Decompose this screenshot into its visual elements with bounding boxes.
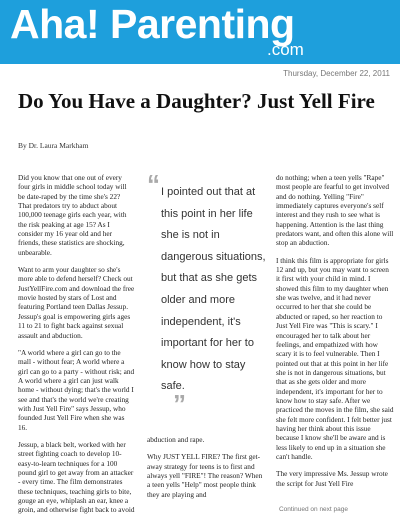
- paragraph: "A world where a girl can go to the mall - without fear; A world where a girl can go to a party - without risk; and A world where a girl can just walk home - without dying; that's the world I see and that's the world we're creating with Just Yell Fire" says Jessup, who founded Just Yell Fire when she was 16.: [18, 347, 135, 432]
- paragraph: The very impressive Ms. Jessup wrote the script for Just Yell Fire: [276, 469, 388, 488]
- paragraph: Did you know that one out of every four girls in middle school today will be date-raped by the time she's 22? That predators try to abduct about 100,000 teenage girls each year, with the risk peaking at age 15? As I consider my 16 year old and her friends, these statistics are shocking, unbearable.: [18, 173, 127, 257]
- header-date: Thursday, December 22, 2011: [283, 69, 390, 78]
- paragraph: do nothing; when a teen yells "Rape" most people are fearful to get involved and do nothing. Yelling "Fire" immediately captures everyone's self interest and they rush to see what is happening. Attention is the last thing predators want, and often this alone will stop an abduction.: [276, 173, 394, 248]
- paragraph: Why JUST YELL FIRE? The first get-away strategy for teens is to first and always yell "FIRE"! The reason? When a teen yells "Help" most people think they are playing and: [147, 452, 263, 499]
- quote-open-icon: “: [147, 169, 160, 199]
- article-title: Do You Have a Daughter? Just Yell Fire: [18, 89, 375, 113]
- pull-quote-text: I pointed out that at this point in her life she is not in dangerous situations, but that as she gets older and more independent, it's important for her to know how to stay safe.: [161, 186, 266, 393]
- article-column-3: [276, 173, 394, 488]
- pull-quote: [147, 169, 266, 428]
- paragraph: Jessup, a black belt, worked with her street fighting coach to develop 10-easy-to-learn techniques for a 100 pound girl to get away from an attacker - every time. The film demonstrates these techniques, teaching girls to bite, gouge an eye, whiplash an ear, knee a groin, and otherwise fight back to avoid: [18, 439, 135, 515]
- site-header: [0, 0, 400, 64]
- article-column-2: [147, 435, 265, 499]
- paragraph: I think this film is appropriate for girls 12 and up, but you may want to screen it first with your child in mind. I showed this film to my daughter when she was twelve, and it had never occurred to her that she could be abducted or raped, so her reaction to Just Yell Fire was "This is scary." I encouraged her to talk about her feelings, and empathized with how scary it is to feel vulnerable. Then I pointed out that at this point in her life she is not in dangerous situations, but that as she gets older and more independent, it's important for her to know how to stay safe. After we practiced the moves in the film, she said she felt more confident. I felt better just having her think about this issue because I know she'll be aware and is less likely to end up in a situation she can't handle.: [276, 255, 394, 461]
- paragraph: abduction and rape.: [147, 435, 205, 444]
- site-logo-suffix: .com: [267, 40, 304, 59]
- quote-close-icon: ”: [173, 389, 186, 419]
- paragraph: Want to arm your daughter so she's more able to defend herself? Check out JustYellFire.com and download the free movie hosted by stars of Lost and featuring Portland teen Dallas Jessup. Jessup's goal is empowering girls ages 11 to 21 to fight back against sexual assault and abduction.: [18, 265, 135, 340]
- article-byline: By Dr. Laura Markham: [18, 141, 89, 150]
- continued-notice: Continued on next page: [278, 506, 348, 513]
- site-logo[interactable]: Aha! Parenting: [10, 1, 295, 47]
- article-column-1: [18, 173, 135, 515]
